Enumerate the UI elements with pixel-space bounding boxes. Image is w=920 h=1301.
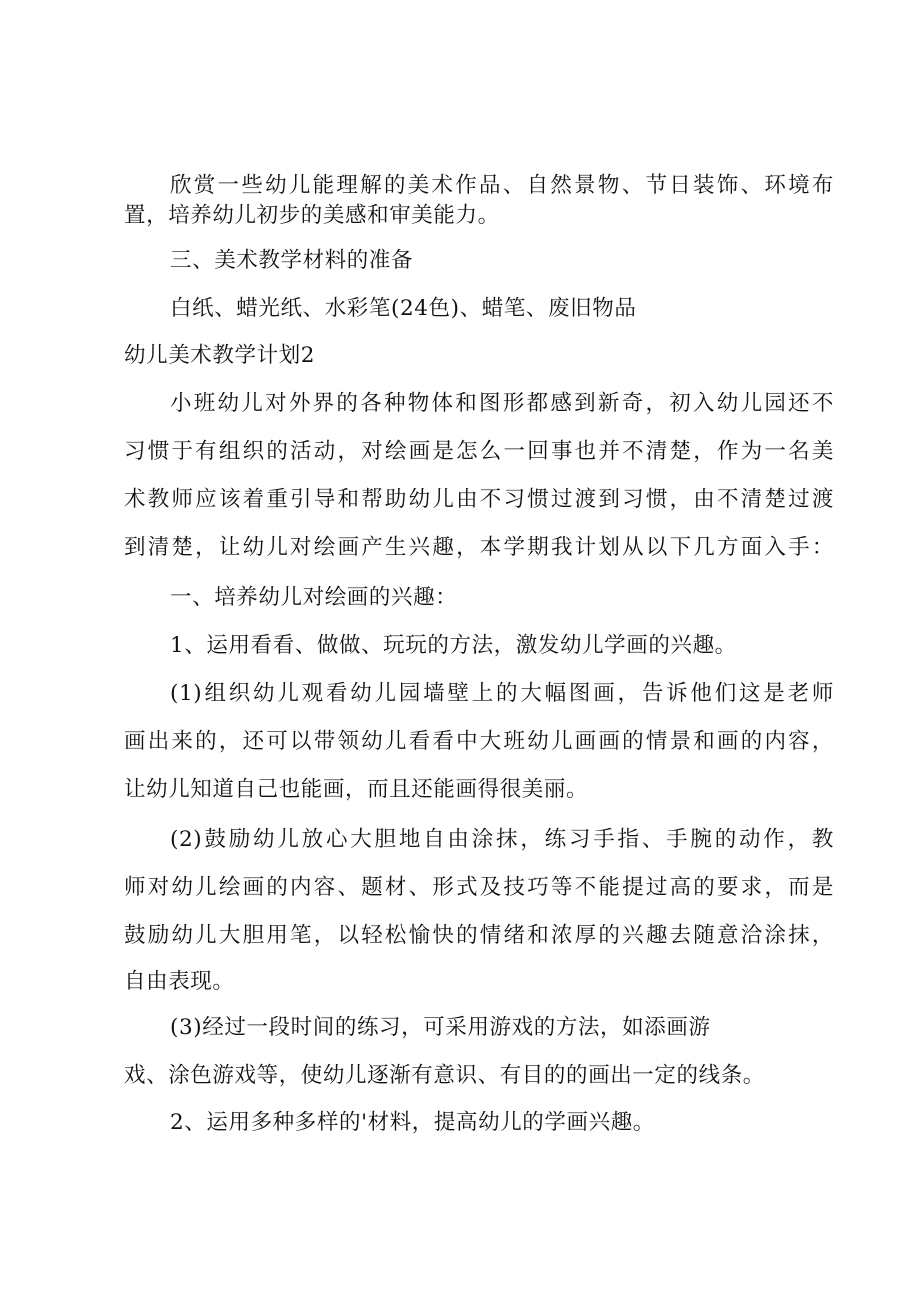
- paragraph-line: 到清楚，让幼儿对绘画产生兴趣，本学期我计划从以下几方面入手：: [124, 535, 834, 560]
- document-title: 幼儿美术教学计划2: [124, 343, 316, 368]
- paragraph-line: (1)组织幼儿观看幼儿园墙壁上的大幅图画，告诉他们这是老师: [170, 681, 834, 706]
- paragraph-line: 小班幼儿对外界的各种物体和图形都感到新奇，初入幼儿园还不: [170, 391, 834, 416]
- paragraph-line: (3)经过一段时间的练习，可采用游戏的方法，如添画游: [170, 1015, 711, 1040]
- paragraph-line: (2)鼓励幼儿放心大胆地自由涂抹，练习手指、手腕的动作，教: [170, 827, 834, 852]
- paragraph-line: 欣赏一些幼儿能理解的美术作品、自然景物、节日装饰、环境布: [170, 173, 834, 198]
- paragraph-line: 画出来的，还可以带领幼儿看看中大班幼儿画画的情景和画的内容，: [124, 729, 834, 754]
- paragraph-line: 戏、涂色游戏等，使幼儿逐渐有意识、有目的的画出一定的线条。: [124, 1063, 765, 1088]
- paragraph-line: 鼓励幼儿大胆用笔，以轻松愉快的情绪和浓厚的兴趣去随意洽涂抹，: [124, 923, 834, 948]
- paragraph-line: 1、运用看看、做做、玩玩的方法，激发幼儿学画的兴趣。: [170, 633, 737, 658]
- section-heading: 三、美术教学材料的准备: [170, 248, 414, 273]
- paragraph-line: 自由表现。: [124, 969, 235, 994]
- paragraph-line: 置，培养幼儿初步的美感和审美能力。: [124, 203, 500, 228]
- paragraph-line: 习惯于有组织的活动，对绘画是怎么一回事也并不清楚，作为一名美: [124, 439, 834, 464]
- paragraph-line: 师对幼儿绘画的内容、题材、形式及技巧等不能提过高的要求，而是: [124, 875, 834, 900]
- paragraph-line: 白纸、蜡光纸、水彩笔(24色)、蜡笔、废旧物品: [170, 296, 637, 321]
- section-heading: 一、培养幼儿对绘画的兴趣：: [170, 585, 458, 610]
- paragraph-line: 术教师应该着重引导和帮助幼儿由不习惯过渡到习惯，由不清楚过渡: [124, 487, 834, 512]
- paragraph-line: 让幼儿知道自己也能画，而且还能画得很美丽。: [124, 777, 589, 802]
- paragraph-line: 2、运用多种多样的'材料，提高幼儿的学画兴趣。: [170, 1110, 655, 1135]
